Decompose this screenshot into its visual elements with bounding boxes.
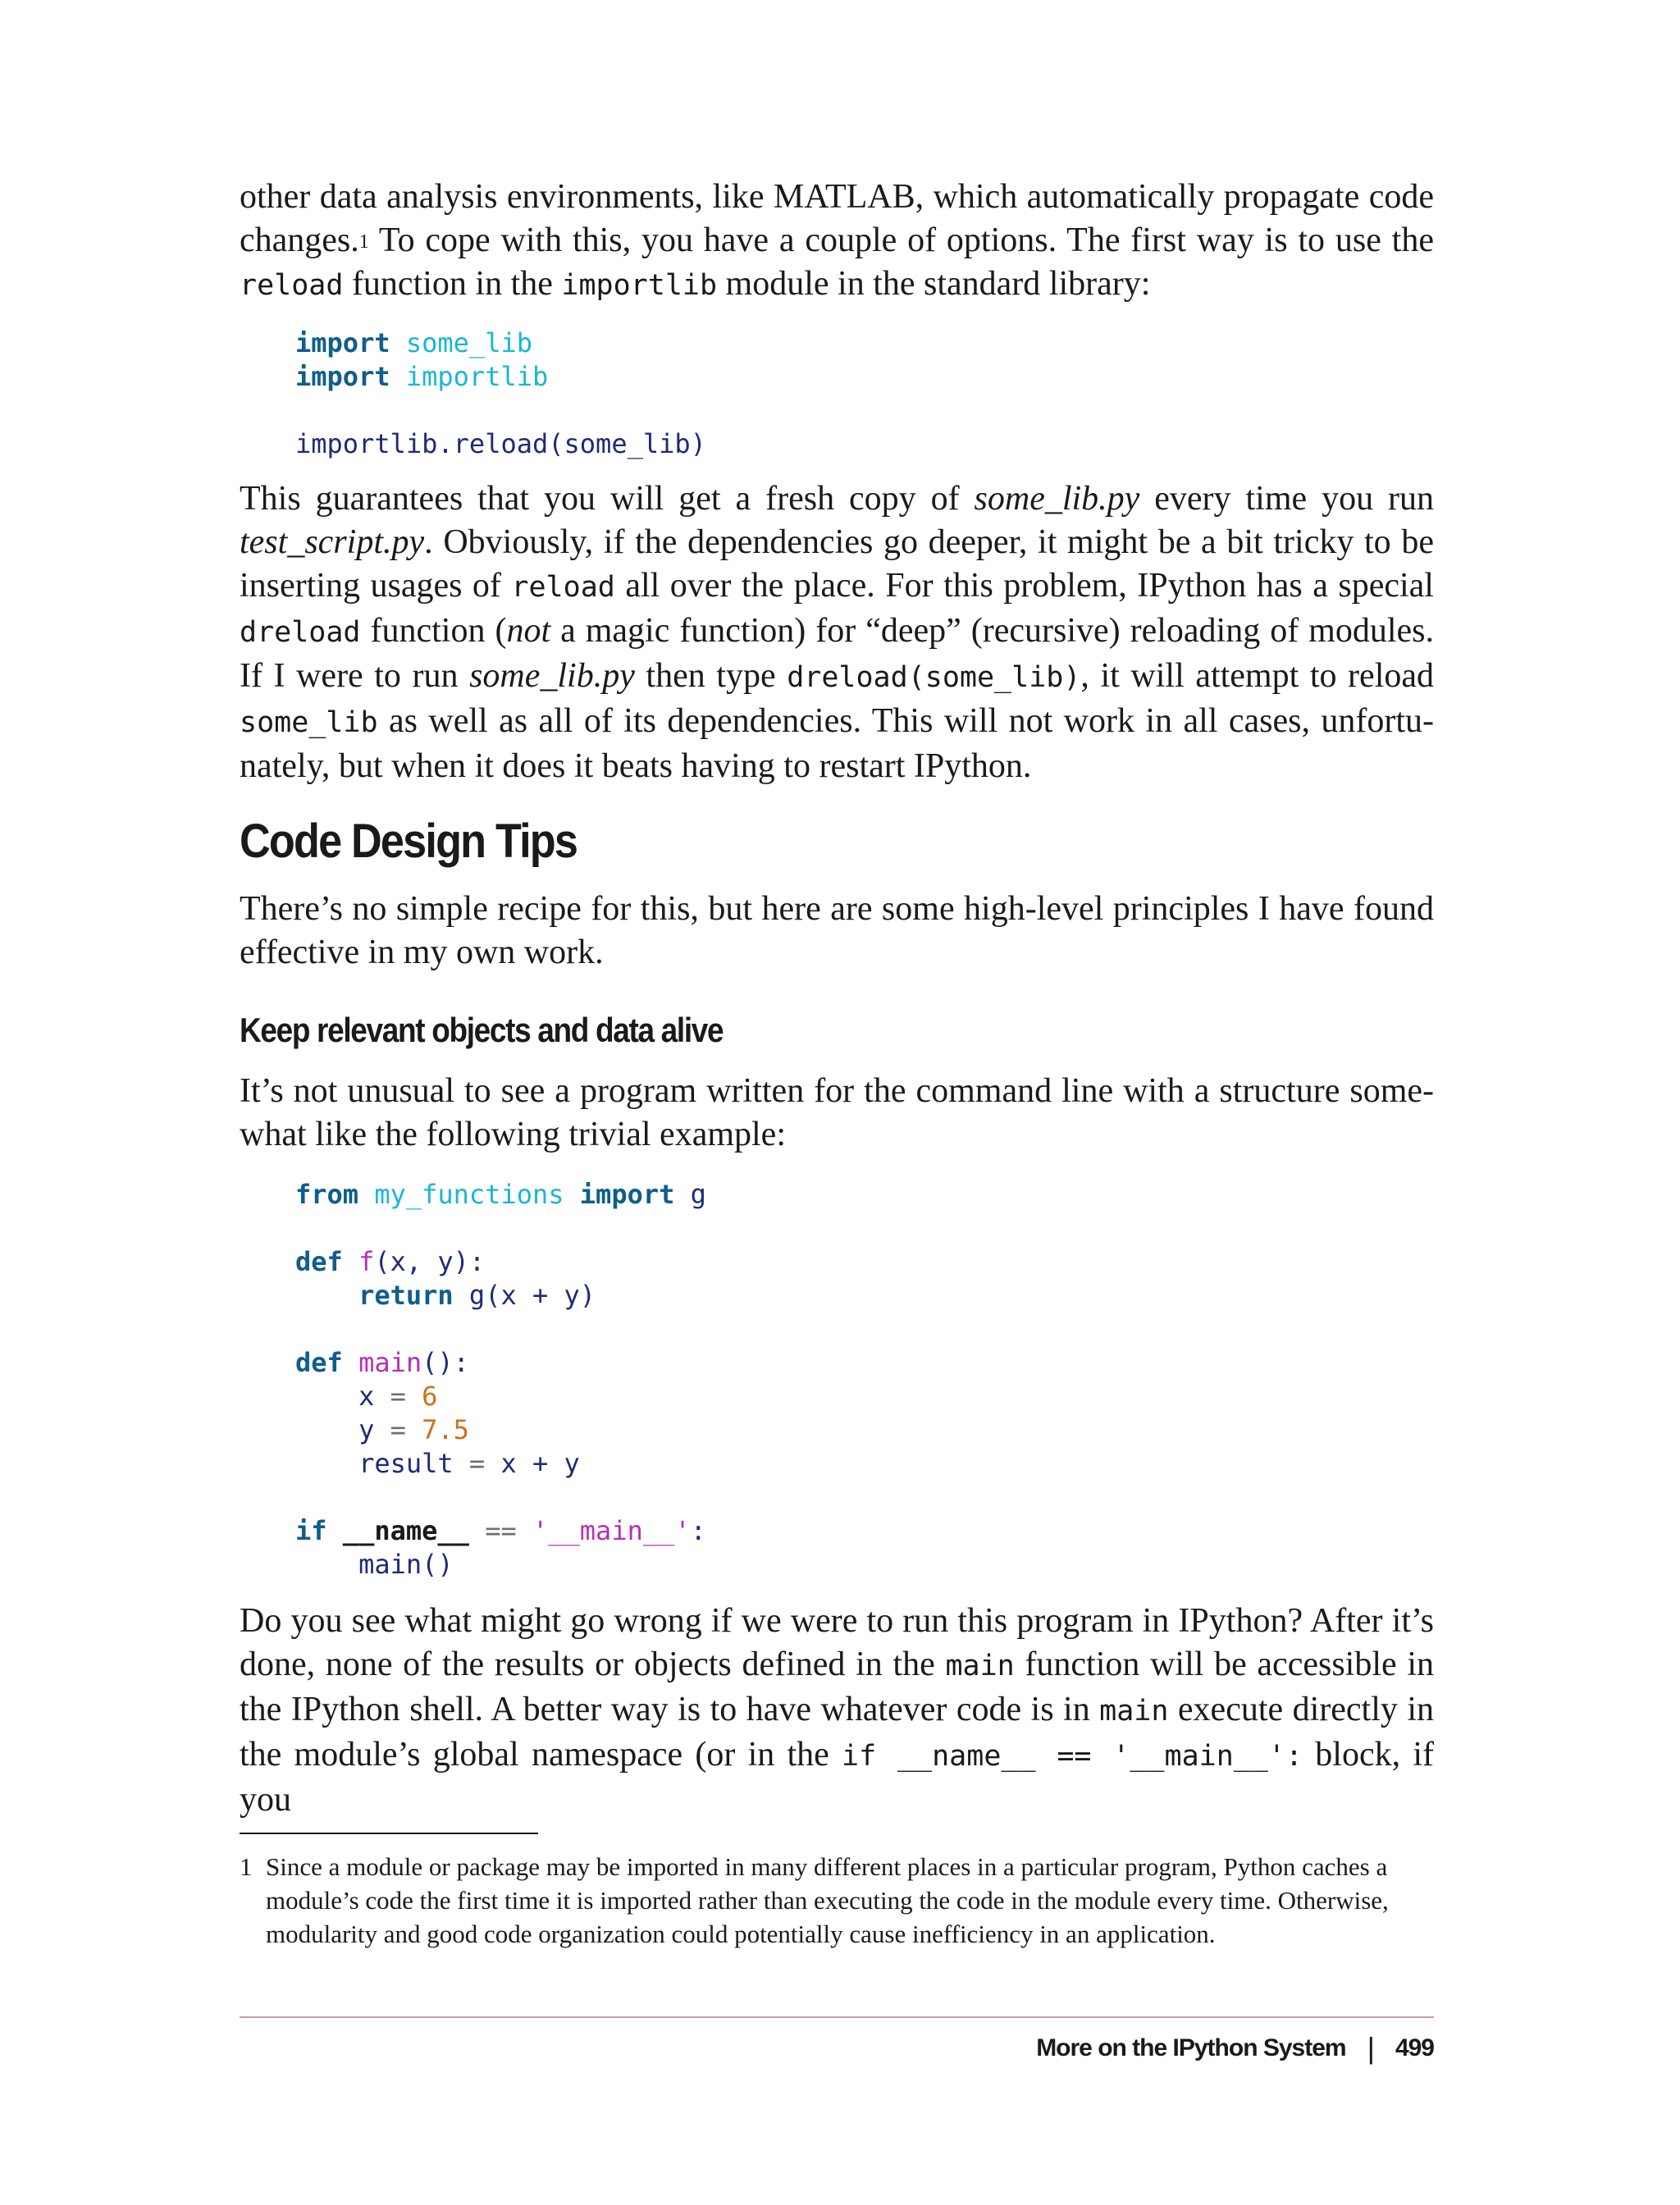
subsection-title: Keep relevant objects and data alive: [240, 1011, 724, 1049]
design-tips-intro: There’s no simple recipe for this, but here are some high-level principles I have found effective in my own work.: [240, 890, 1434, 971]
footer-divider: [240, 2016, 1434, 2018]
footnote-number: 1: [240, 1852, 253, 1881]
intro-text: function in the: [343, 265, 562, 303]
page-footer: [1036, 2031, 1434, 2066]
footnote: [240, 1850, 1434, 1951]
section-title: Code Design Tips: [240, 815, 578, 868]
inline-code: importlib: [561, 269, 718, 302]
inline-code: main: [1099, 1695, 1169, 1728]
inline-code: reload: [511, 571, 615, 604]
footer-chapter-title: More on the IPython System: [1036, 2034, 1346, 2061]
dreload-paragraph: This guarantees that you will get a fresh copy of some_lib.py every time you run test_script.py. Obviously, if the dependencies go deeper, it might be a bit tricky to be inserting usages of reload all over the place. For this problem, IPython has a special dreload function (not a magic function) for “deep” (recursive) reloading of modules. If I were to run some_lib.py then type dreload(some_lib), it will attempt to reload some_lib as well as all of its dependencies. This will not work in all cases, unfortunately, but when it does it beats having to restart IPython.: [240, 480, 1435, 785]
filename: some_lib.py: [974, 480, 1140, 518]
filename: some_lib.py: [469, 657, 635, 695]
ipython-namespace-paragraph: Do you see what might go wrong if we were to run this program in IPython? After it’s done, none of the results or objects defined in the main function will be accessible in the IPython shell. A better way is to have whatever code is in main execute directly in the module’s global namespace (or in the if __name__ == '__main__': block, if you: [240, 1602, 1434, 1819]
inline-code: some_lib: [240, 706, 378, 739]
inline-code: if __name__ == '__main__':: [842, 1740, 1303, 1773]
intro-text: module in the standard library:: [717, 265, 1151, 303]
footnote-divider: [240, 1833, 538, 1834]
page-number: 499: [1395, 2034, 1434, 2061]
program-structure-paragraph: It’s not unusual to see a program written for the command line with a structure somewhat like the following trivial example:: [240, 1072, 1434, 1153]
intro-text: To cope with this, you have a couple of options. The first way is to use the: [368, 221, 1434, 259]
inline-code: dreload(some_lib): [787, 661, 1081, 694]
footer-separator: |: [1367, 2031, 1374, 2065]
footnote-reference[interactable]: 1: [358, 231, 369, 253]
inline-code: main: [945, 1650, 1015, 1682]
footnote-text: Since a module or package may be imported in many different places in a particular program, Python caches a module’s code the first time it is imported rather than executing the code in the module every time. Otherwise, modularity and good code organization could potentially cause inefficiency in an application.: [266, 1852, 1389, 1948]
filename: test_script.py: [240, 523, 425, 561]
inline-code: reload: [240, 269, 344, 302]
intro-text: other data analysis environments, like MATLAB, which automatically propagate code changes.: [240, 178, 1434, 259]
code-block-reload: import some_lib import importlib importlib.reload(some_lib): [295, 327, 706, 459]
code-block-example: from my_functions import g def f(x, y): return g(x + y) def main(): x = 6 y = 7.5 result = x + y if __name__ == '__main__': main(): [295, 1179, 706, 1580]
intro-paragraph: [240, 176, 1434, 308]
inline-code: dreload: [240, 616, 361, 649]
